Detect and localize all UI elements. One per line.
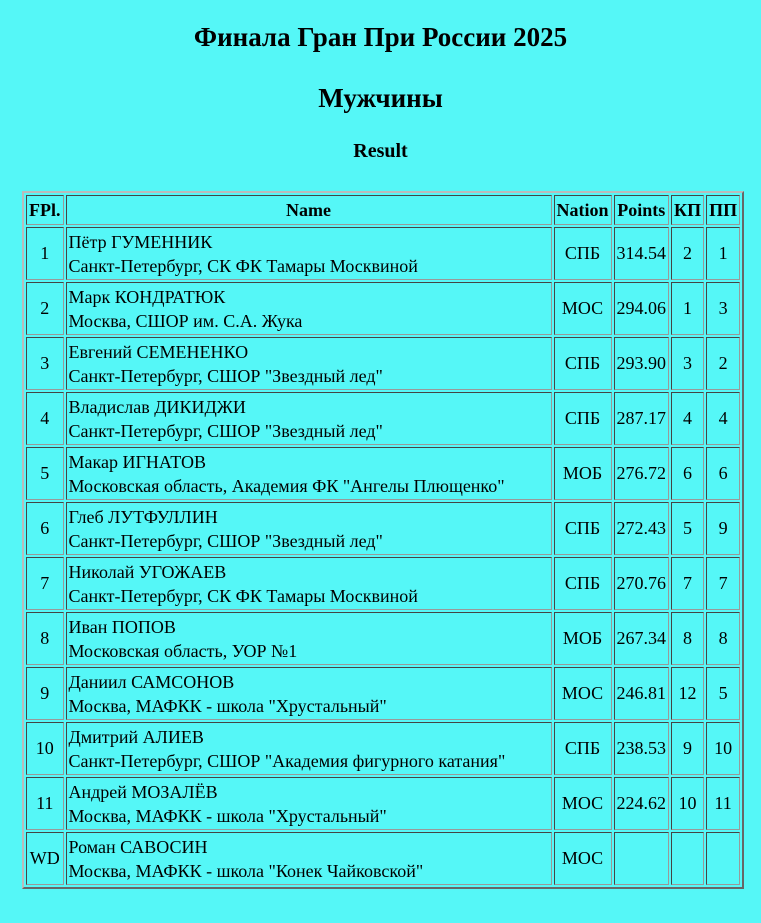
- category-heading: Мужчины: [318, 83, 443, 113]
- skater-club: Санкт-Петербург, СК ФК Тамары Москвиной: [68, 585, 418, 606]
- cell-pp: 1: [706, 227, 740, 280]
- cell-name: [66, 282, 552, 335]
- cell-pp: 3: [706, 282, 740, 335]
- cell-name: [66, 667, 552, 720]
- table-row: [26, 777, 740, 830]
- cell-nation: СПБ: [554, 227, 612, 280]
- skater-name: Владислав ДИКИДЖИ: [68, 396, 246, 417]
- cell-fpl: 6: [26, 502, 64, 555]
- skater-club: Санкт-Петербург, СШОР "Звездный лед": [68, 530, 383, 551]
- cell-fpl: 3: [26, 337, 64, 390]
- skater-name: Роман САВОСИН: [68, 836, 208, 857]
- table-row: [26, 447, 740, 500]
- skater-club: Санкт-Петербург, СШОР "Академия фигурного катания": [68, 750, 506, 771]
- cell-kp: 5: [671, 502, 704, 555]
- cell-pp: [706, 832, 740, 885]
- table-row: [26, 557, 740, 610]
- cell-kp: 2: [671, 227, 704, 280]
- cell-kp: 6: [671, 447, 704, 500]
- cell-pp: 9: [706, 502, 740, 555]
- results-table: [22, 191, 744, 889]
- cell-name: [66, 447, 552, 500]
- result-heading: Result: [353, 140, 408, 162]
- cell-nation: СПБ: [554, 557, 612, 610]
- skater-name: Даниил САМСОНОВ: [68, 671, 235, 692]
- cell-pp: 10: [706, 722, 740, 775]
- cell-fpl: 8: [26, 612, 64, 665]
- cell-nation: СПБ: [554, 722, 612, 775]
- cell-name: [66, 502, 552, 555]
- cell-kp: 7: [671, 557, 704, 610]
- cell-fpl: WD: [26, 832, 64, 885]
- cell-kp: 8: [671, 612, 704, 665]
- cell-pp: 5: [706, 667, 740, 720]
- table-row: [26, 722, 740, 775]
- cell-nation: СПБ: [554, 337, 612, 390]
- cell-nation: МОС: [554, 832, 612, 885]
- cell-fpl: 7: [26, 557, 64, 610]
- cell-points: 272.43: [614, 502, 670, 555]
- cell-fpl: 1: [26, 227, 64, 280]
- cell-kp: 9: [671, 722, 704, 775]
- cell-points: [614, 832, 670, 885]
- cell-fpl: 5: [26, 447, 64, 500]
- cell-pp: 4: [706, 392, 740, 445]
- cell-points: 238.53: [614, 722, 670, 775]
- cell-pp: 11: [706, 777, 740, 830]
- skater-name: Глеб ЛУТФУЛЛИН: [68, 506, 218, 527]
- table-row: [26, 612, 740, 665]
- cell-points: 267.34: [614, 612, 670, 665]
- cell-kp: 4: [671, 392, 704, 445]
- cell-fpl: 4: [26, 392, 64, 445]
- cell-points: 224.62: [614, 777, 670, 830]
- cell-nation: МОБ: [554, 612, 612, 665]
- cell-name: [66, 557, 552, 610]
- table-header-row: [26, 195, 740, 225]
- skater-name: Андрей МОЗАЛЁВ: [68, 781, 218, 802]
- header-fpl: FPl.: [26, 195, 64, 225]
- header-points: Points: [614, 195, 670, 225]
- skater-name: Макар ИГНАТОВ: [68, 451, 207, 472]
- table-row: [26, 337, 740, 390]
- cell-points: 293.90: [614, 337, 670, 390]
- page-title: Финала Гран При России 2025: [193, 22, 568, 52]
- skater-club: Москва, МАФКК - школа "Хрустальный": [68, 805, 387, 826]
- skater-name: Евгений СЕМЕНЕНКО: [68, 341, 249, 362]
- skater-club: Санкт-Петербург, СШОР "Звездный лед": [68, 365, 383, 386]
- cell-points: 314.54: [614, 227, 670, 280]
- skater-name: Иван ПОПОВ: [68, 616, 176, 637]
- skater-club: Санкт-Петербург, СК ФК Тамары Москвиной: [68, 255, 418, 276]
- cell-fpl: 9: [26, 667, 64, 720]
- cell-nation: СПБ: [554, 392, 612, 445]
- cell-nation: МОС: [554, 282, 612, 335]
- cell-name: [66, 612, 552, 665]
- table-row: [26, 227, 740, 280]
- table-row: [26, 667, 740, 720]
- cell-points: 287.17: [614, 392, 670, 445]
- cell-name: [66, 392, 552, 445]
- cell-name: [66, 337, 552, 390]
- table-row: [26, 502, 740, 555]
- cell-nation: МОС: [554, 667, 612, 720]
- cell-nation: МОС: [554, 777, 612, 830]
- cell-kp: 12: [671, 667, 704, 720]
- cell-kp: 10: [671, 777, 704, 830]
- cell-fpl: 10: [26, 722, 64, 775]
- table-row: [26, 282, 740, 335]
- skater-club: Санкт-Петербург, СШОР "Звездный лед": [68, 420, 383, 441]
- header-pp: ПП: [706, 195, 740, 225]
- cell-kp: [671, 832, 704, 885]
- cell-points: 246.81: [614, 667, 670, 720]
- skater-name: Марк КОНДРАТЮК: [68, 286, 226, 307]
- header-nation: Nation: [554, 195, 612, 225]
- header-name: Name: [66, 195, 552, 225]
- skater-name: Николай УГОЖАЕВ: [68, 561, 227, 582]
- cell-points: 294.06: [614, 282, 670, 335]
- skater-club: Москва, МАФКК - школа "Конек Чайковской": [68, 860, 424, 881]
- cell-pp: 6: [706, 447, 740, 500]
- cell-nation: МОБ: [554, 447, 612, 500]
- cell-fpl: 2: [26, 282, 64, 335]
- table-row: [26, 392, 740, 445]
- cell-name: [66, 722, 552, 775]
- skater-club: Москва, МАФКК - школа "Хрустальный": [68, 695, 387, 716]
- cell-nation: СПБ: [554, 502, 612, 555]
- skater-club: Московская область, УОР №1: [68, 640, 298, 661]
- cell-points: 270.76: [614, 557, 670, 610]
- skater-club: Москва, СШОР им. С.А. Жука: [68, 310, 303, 331]
- cell-name: [66, 832, 552, 885]
- cell-pp: 8: [706, 612, 740, 665]
- cell-name: [66, 227, 552, 280]
- header-kp: КП: [671, 195, 704, 225]
- cell-fpl: 11: [26, 777, 64, 830]
- cell-pp: 7: [706, 557, 740, 610]
- cell-kp: 3: [671, 337, 704, 390]
- cell-name: [66, 777, 552, 830]
- skater-name: Пётр ГУМЕННИК: [68, 231, 213, 252]
- table-row: [26, 832, 740, 885]
- cell-kp: 1: [671, 282, 704, 335]
- skater-name: Дмитрий АЛИЕВ: [68, 726, 204, 747]
- cell-points: 276.72: [614, 447, 670, 500]
- cell-pp: 2: [706, 337, 740, 390]
- skater-club: Московская область, Академия ФК "Ангелы Плющенко": [68, 475, 505, 496]
